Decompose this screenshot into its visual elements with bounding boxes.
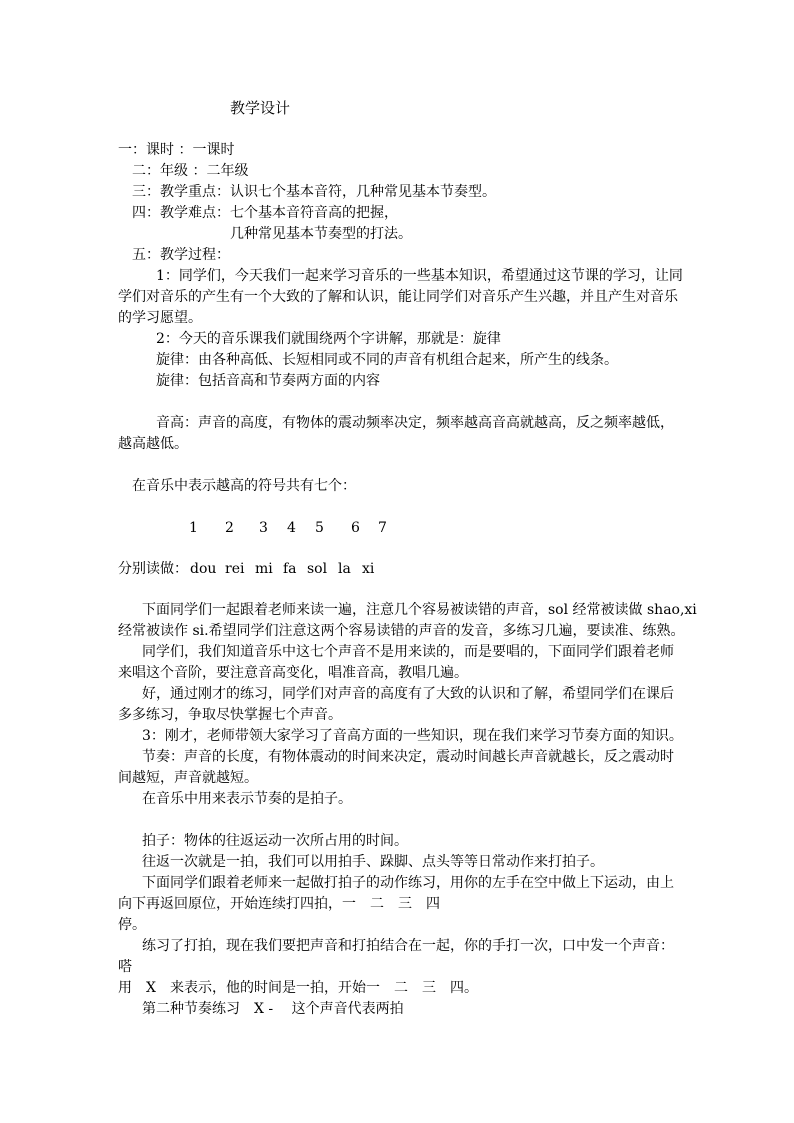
note-7: 7	[378, 520, 387, 536]
sing-line-2: 来唱这个音阶，要注意音高变化，唱准音高，教唱几遍。	[118, 665, 468, 681]
rhythm-line-1: 节奏：声音的长度，有物体震动的时间来决定，震动时间越长声音就越长，反之震动时	[142, 749, 674, 765]
note-5: 5	[315, 520, 324, 536]
practice-line-1: 好，通过刚才的练习，同学们对声音的高度有了大致的认识和了解，希望同学们在课后	[142, 686, 674, 702]
beat-follow-line-1: 下面同学们跟着老师来一起做打拍子的动作练习，用你的左手在空中做上下运动，由上	[142, 875, 674, 891]
solfege-fa: fa	[283, 561, 297, 577]
note-1: 1	[189, 520, 198, 536]
solfege-dou: dou	[190, 561, 217, 577]
sing-line-1: 同学们，我们知道音乐中这七个声音不是用来读的，而是要唱的，下面同学们跟着老师	[142, 644, 674, 660]
beat-once: 往返一次就是一拍，我们可以用拍手、跺脚、点头等等日常动作来打拍子。	[142, 854, 604, 870]
info-key-points: 三：教学重点：认识七个基本音符，几种常见基本节奏型。	[132, 184, 496, 200]
info-process: 五：教学过程：	[132, 247, 230, 263]
paragraph-1-line-2: 学们对音乐的产生有一个大致的了解和认识，能让同学们对音乐产生兴趣，并且产生对音乐	[118, 289, 678, 305]
solfege-rei: rei	[225, 561, 245, 577]
note-6: 6	[351, 520, 360, 536]
info-difficulties-cont: 几种常见基本节奏型的打法。	[230, 226, 412, 242]
combine-line-3: 用 X 来表示，他的时间是一拍，开始一 二 三 四。	[118, 980, 478, 996]
beat-definition: 拍子：物体的往返运动一次所占用的时间。	[142, 833, 408, 849]
seven-notes-intro: 在音乐中表示越高的符号共有七个：	[132, 478, 356, 494]
follow-line-2: 经常被读作 si.希望同学们注意这两个容易读错的声音的发音，多练习几遍，要读准、练熟。	[118, 623, 685, 639]
solfege-sol: sol	[307, 561, 328, 577]
page-title: 教学设计	[230, 99, 291, 117]
beat-intro: 在音乐中用来表示节奏的是拍子。	[142, 791, 352, 807]
follow-line-1: 下面同学们一起跟着老师来读一遍，注意几个容易被读错的声音，sol 经常被读做 shao,xi	[142, 602, 697, 618]
pitch-line-1: 音高：声音的高度，有物体的震动频率决定，频率越高音高就越高，反之频率越低，	[156, 415, 674, 431]
second-rhythm: 第二种节奏练习 X - 这个声音代表两拍	[142, 1001, 404, 1017]
combine-line-2: 嗒	[118, 959, 132, 975]
solfege-mi: mi	[255, 561, 273, 577]
solfege-xi: xi	[362, 561, 375, 577]
info-grade: 二：年级 ：二年级	[132, 163, 249, 179]
paragraph-1-line-1: 1：同学们，今天我们一起来学习音乐的一些基本知识，希望通过这节课的学习，让同	[156, 268, 683, 284]
paragraph-1-line-3: 的学习愿望。	[118, 310, 202, 326]
beat-follow-line-2: 向下再返回原位，开始连续打四拍，一 二 三 四	[118, 896, 440, 912]
beat-follow-line-3: 停。	[118, 917, 146, 933]
info-difficulties: 四：教学难点：七个基本音符音高的把握，	[132, 205, 398, 221]
pitch-line-2: 越高越低。	[118, 436, 188, 452]
note-2: 2	[225, 520, 234, 536]
melody-definition-2: 旋律：包括音高和节奏两方面的内容	[156, 373, 380, 389]
solfege-la: la	[338, 561, 351, 577]
paragraph-2: 2：今天的音乐课我们就围绕两个字讲解，那就是：旋律	[156, 331, 501, 347]
paragraph-3: 3：刚才，老师带领大家学习了音高方面的一些知识，现在我们来学习节奏方面的知识。	[142, 728, 683, 744]
note-3: 3	[259, 520, 268, 536]
note-4: 4	[287, 520, 296, 536]
info-class-hours: 一：课时 ：一课时	[118, 142, 235, 158]
rhythm-line-2: 间越短，声音就越短。	[118, 770, 258, 786]
solfege-label: 分别读做：	[118, 561, 188, 577]
combine-line-1: 练习了打拍，现在我们要把声音和打拍结合在一起，你的手打一次，口中发一个声音：	[142, 938, 674, 954]
practice-line-2: 多多练习，争取尽快掌握七个声音。	[118, 707, 342, 723]
melody-definition: 旋律：由各种高低、长短相同或不同的声音有机组合起来，所产生的线条。	[156, 352, 618, 368]
